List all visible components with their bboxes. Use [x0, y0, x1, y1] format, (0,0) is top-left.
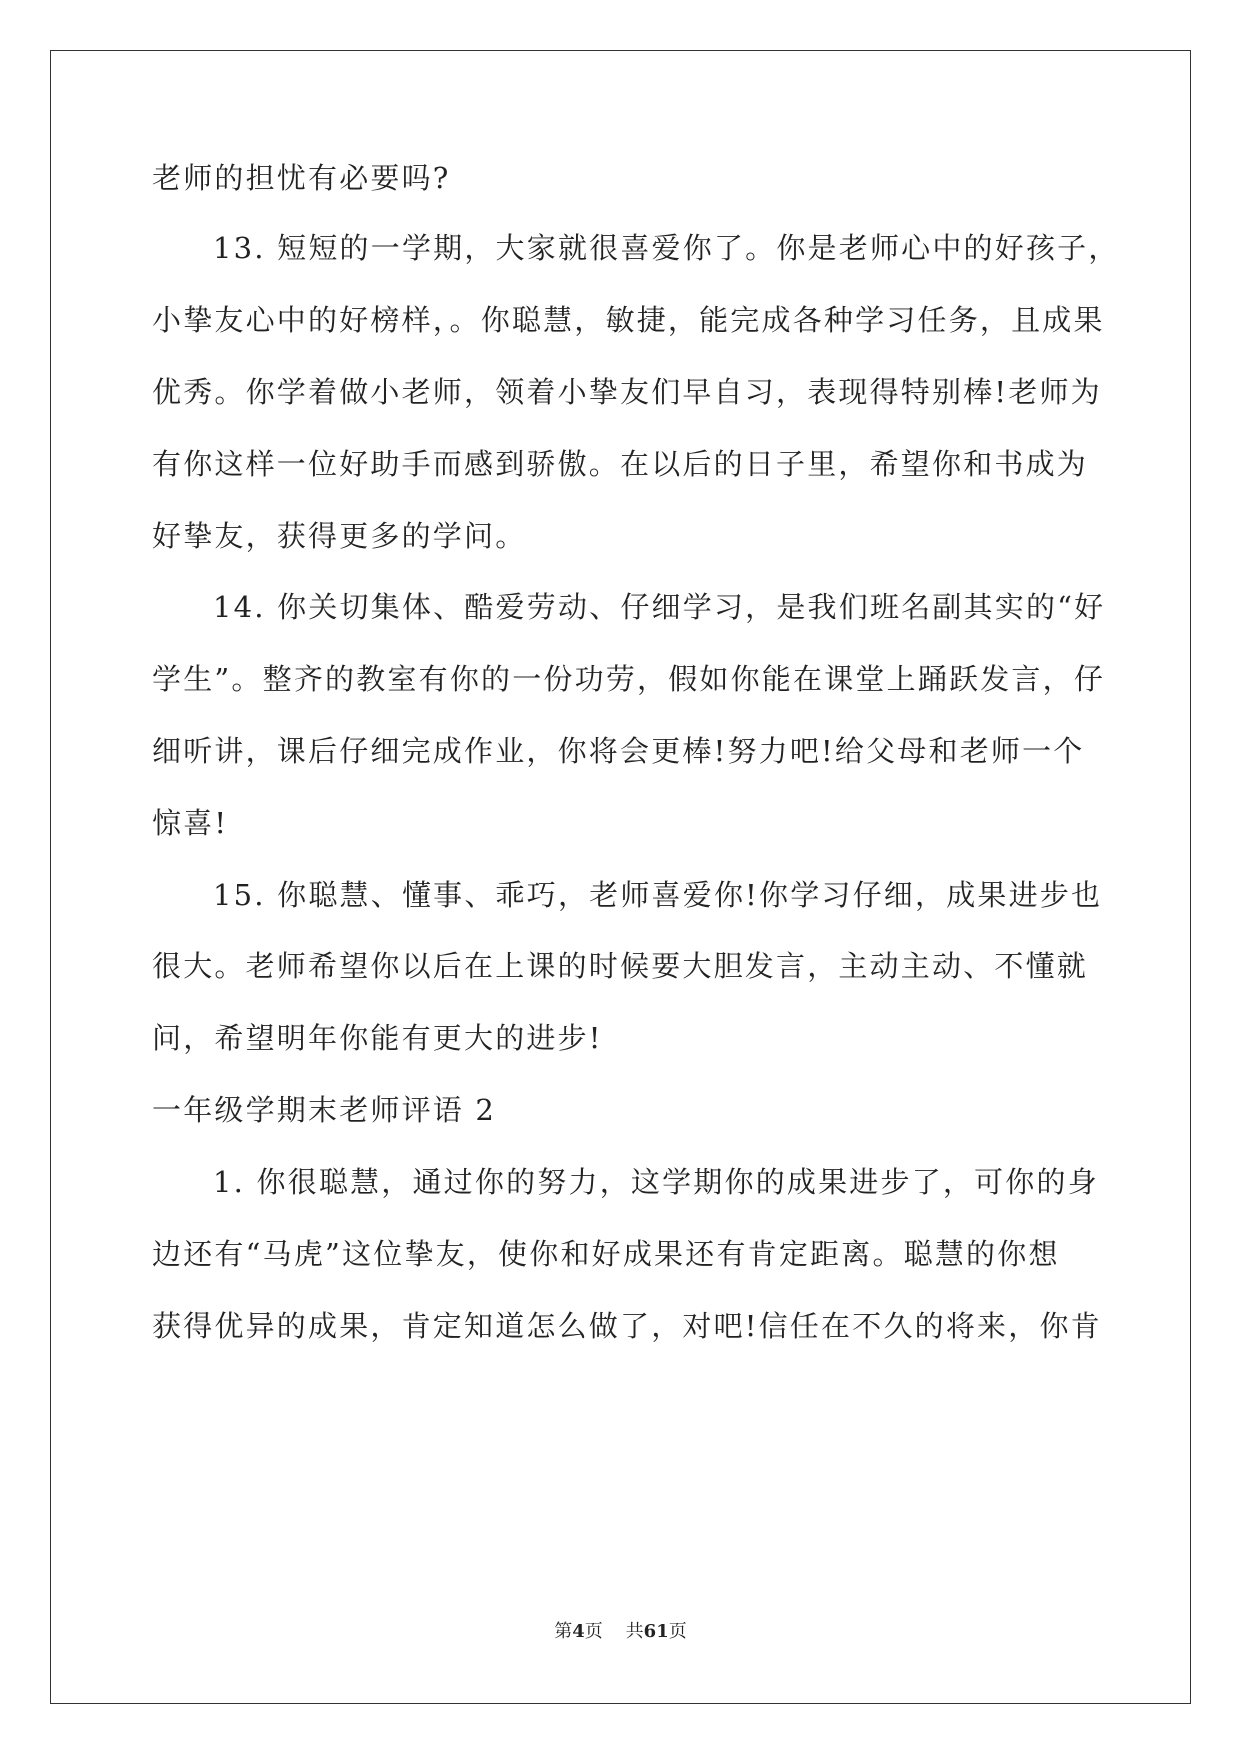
footer-total-prefix: 共 — [625, 1621, 644, 1642]
paragraph-13-start: 13. 短短的一学期，大家就很喜爱你了。你是老师心中的好孩子， — [213, 231, 1120, 265]
text-line: 好挚友，获得更多的学问。 — [152, 519, 527, 553]
text-line: 细听讲，课后仔细完成作业，你将会更棒!努力吧!给父母和老师一个 — [152, 734, 1085, 768]
total-page-count: 61 — [643, 1621, 669, 1642]
paragraph-15-start: 15. 你聪慧、懂事、乖巧，老师喜爱你!你学习仔细，成果进步也 — [213, 878, 1103, 912]
footer-total-unit: 页 — [668, 1621, 687, 1642]
text-line: 有你这样一位好助手而感到骄傲。在以后的日子里，希望你和书成为 — [152, 447, 1089, 481]
text-line: 老师的担忧有必要吗? — [152, 161, 451, 195]
paragraph-1-start: 1. 你很聪慧，通过你的努力，这学期你的成果进步了，可你的身 — [213, 1165, 1099, 1199]
footer-prefix: 第 — [554, 1621, 573, 1642]
text-line: 获得优异的成果，肯定知道怎么做了，对吧!信任在不久的将来，你肯 — [152, 1309, 1102, 1343]
footer-page-unit: 页 — [584, 1621, 603, 1642]
section-heading: 一年级学期末老师评语 2 — [152, 1093, 497, 1127]
text-line: 小挚友心中的好榜样，。你聪慧，敏捷，能完成各种学习任务，且成果 — [152, 303, 1105, 337]
text-line: 优秀。你学着做小老师，领着小挚友们早自习，表现得特别棒!老师为 — [152, 375, 1102, 409]
text-line: 很大。老师希望你以后在上课的时候要大胆发言，主动主动、不懂就 — [152, 949, 1089, 983]
page-footer — [0, 1620, 1241, 1644]
text-line: 问，希望明年你能有更大的进步! — [152, 1021, 603, 1055]
current-page-number: 4 — [572, 1621, 585, 1642]
text-line: 边还有“马虎”这位挚友，使你和好成果还有肯定距离。聪慧的你想 — [152, 1237, 1060, 1271]
text-line: 学生”。整齐的教室有你的一份功劳，假如你能在课堂上踊跃发言，仔 — [152, 662, 1106, 696]
paragraph-14-start: 14. 你关切集体、酷爱劳动、仔细学习，是我们班名副其实的“好 — [213, 590, 1106, 624]
text-line: 惊喜! — [152, 806, 229, 840]
